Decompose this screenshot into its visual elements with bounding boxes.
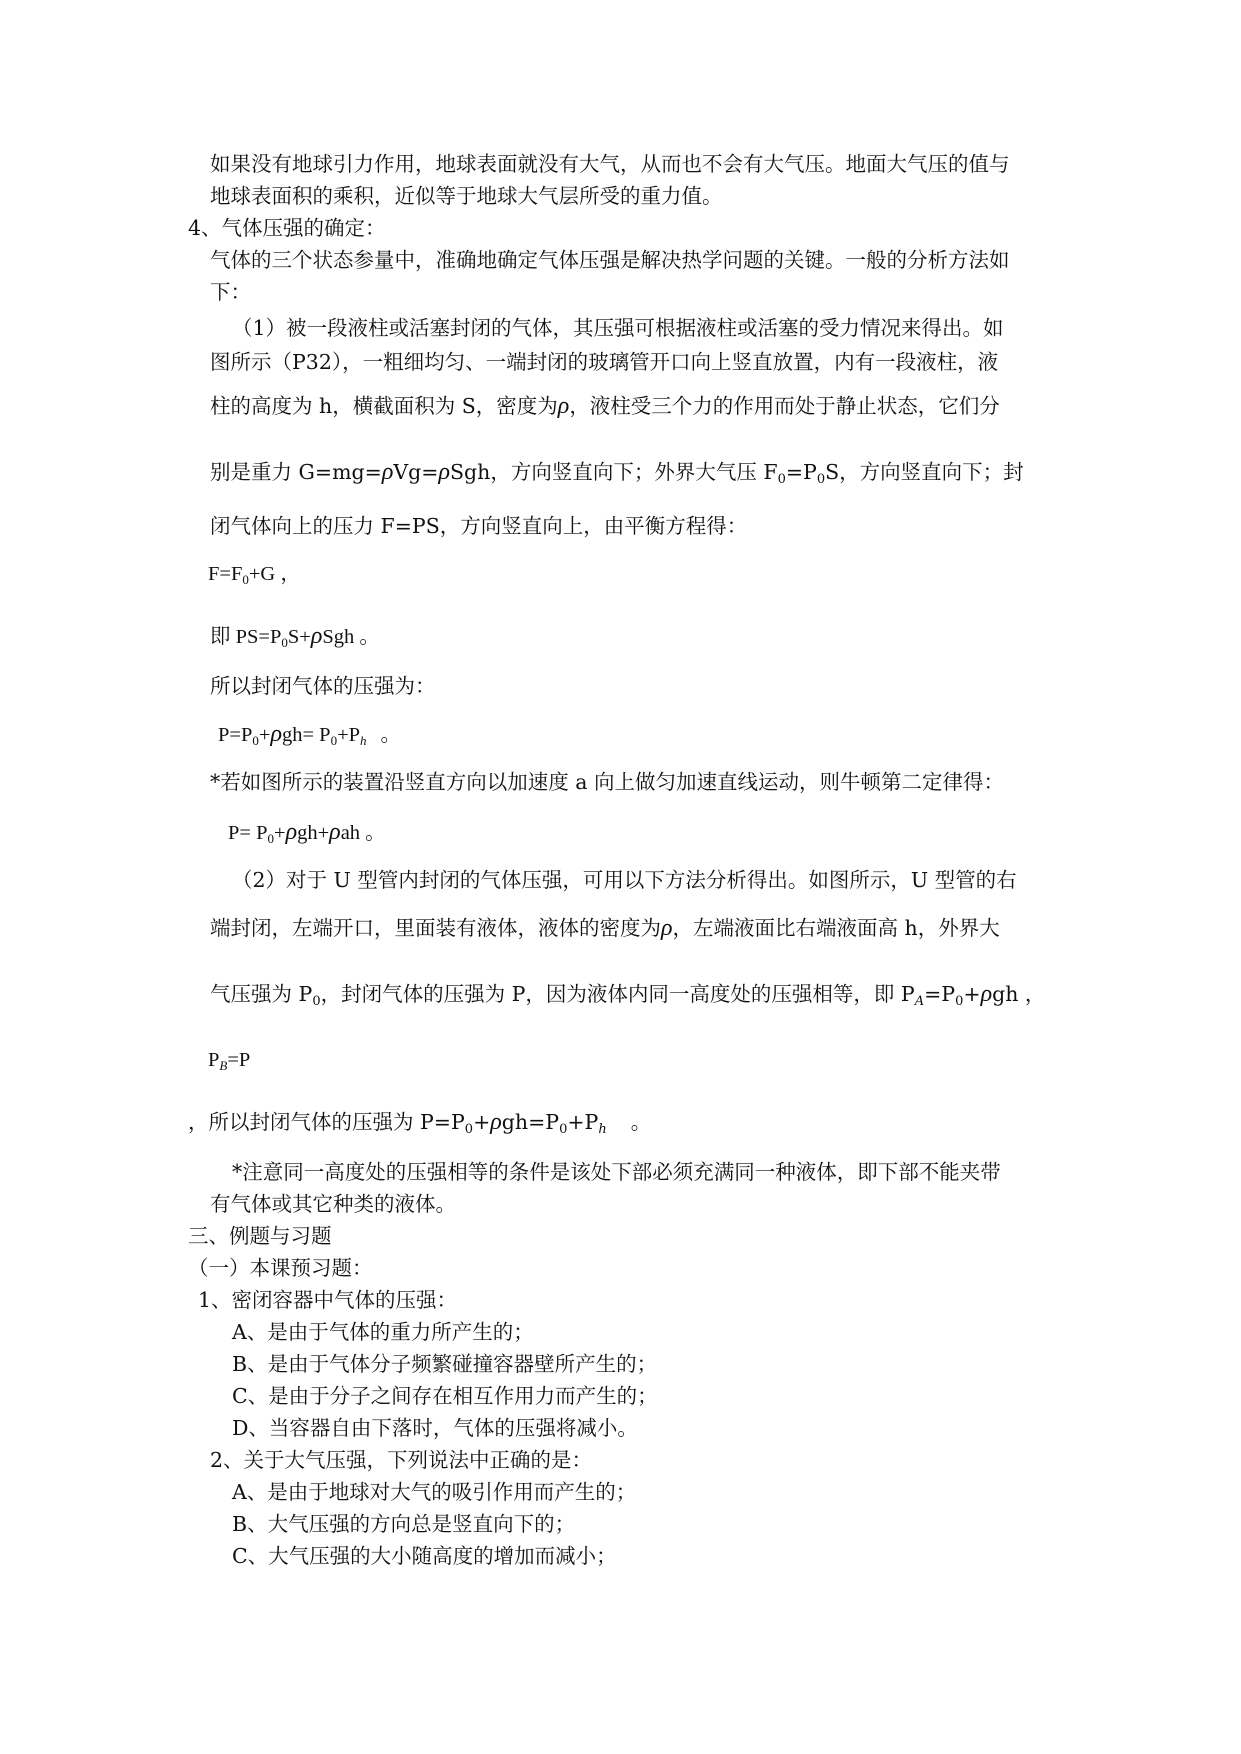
rho-symbol: ρ: [438, 459, 450, 485]
equation: $P= P_0+\rho gh+\rho ah$ 。: [228, 819, 386, 846]
equation: 即 $PS=P_0S+\rho Sgh$ 。: [210, 623, 380, 650]
rho-symbol: ρ: [329, 819, 341, 845]
rho-symbol: ρ: [381, 459, 394, 485]
text-line: 柱的高度为 h，横截面积为 S，密度为ρ，液柱受三个力的作用而处于静止状态，它们分: [210, 393, 1000, 419]
option-a: A、是由于地球对大气的吸引作用而产生的；: [232, 1480, 637, 1504]
text-line: 所以封闭气体的压强为：: [210, 674, 436, 698]
text-line: 下：: [210, 280, 251, 304]
section-heading: 4、气体压强的确定：: [188, 216, 386, 240]
equation: $P=P_0+\rho gh= P_0+P_h$ 。: [218, 721, 402, 748]
rho-symbol: ρ: [285, 819, 298, 845]
option-c: C、大气压强的大小随高度的增加而减小；: [232, 1544, 617, 1568]
text-line: 闭气体向上的压力 F=PS，方向竖直向上，由平衡方程得：: [210, 514, 748, 538]
text-line: 气体的三个状态参量中，准确地确定气体压强是解决热学问题的关键。一般的分析方法如: [210, 248, 1010, 272]
option-b: B、是由于气体分子频繁碰撞容器壁所产生的；: [232, 1352, 658, 1376]
text-line: *注意同一高度处的压强相等的条件是该处下部必须充满同一种液体，即下部不能夹带: [232, 1160, 1001, 1184]
option-b: B、大气压强的方向总是竖直向下的；: [232, 1512, 576, 1536]
text-line: 端封闭，左端开口，里面装有液体，液体的密度为ρ，左端液面比右端液面高 h，外界大: [210, 915, 1000, 941]
text-line: 气压强为 $P_0$，封闭气体的压强为 P，因为液体内同一高度处的压强相等，即 $P_A=P_0+\rho gh$ ，: [210, 981, 1046, 1009]
subsection-heading: （一）本课预习题：: [188, 1256, 373, 1280]
rho-symbol: ρ: [270, 721, 282, 747]
question-2: 2、关于大气压强，下列说法中正确的是：: [210, 1448, 593, 1472]
equation: $F=F_0+G$ ，: [208, 563, 301, 587]
text-line: ，所以封闭气体的压强为 $P=P_0+\rho gh=P_0+P_h$ 。: [188, 1109, 652, 1137]
rho-symbol: ρ: [490, 1109, 502, 1135]
equation: $P_B=P$: [208, 1049, 251, 1073]
option-a: A、是由于气体的重力所产生的；: [232, 1320, 534, 1344]
text-line: 图所示（P32），一粗细均匀、一端封闭的玻璃管开口向上竖直放置，内有一段液柱，液: [210, 350, 999, 374]
text-line: （1）被一段液柱或活塞封闭的气体，其压强可根据液柱或活塞的受力情况来得出。如: [232, 316, 1004, 340]
text-line: 地球表面积的乘积，近似等于地球大气层所受的重力值。: [210, 184, 723, 208]
option-d: D、当容器自由下落时，气体的压强将减小。: [232, 1416, 638, 1440]
rho-symbol: ρ: [661, 915, 673, 941]
question-1: 1、密闭容器中气体的压强：: [198, 1288, 458, 1312]
section-heading: 三、例题与习题: [188, 1224, 332, 1248]
text-line: 有气体或其它种类的液体。: [210, 1192, 456, 1216]
text-line: 如果没有地球引力作用，地球表面就没有大气，从而也不会有大气压。地面大气压的值与: [210, 152, 1010, 176]
rho-symbol: ρ: [557, 393, 570, 419]
text-line: *若如图所示的装置沿竖直方向以加速度 a 向上做匀加速直线运动，则牛顿第二定律得：: [210, 770, 1005, 794]
text-line: （2）对于 U 型管内封闭的气体压强，可用以下方法分析得出。如图所示，U 型管的右: [232, 868, 1017, 892]
text-line: 别是重力 G=mg=ρVg=ρSgh，方向竖直向下；外界大气压 $F_0=P_0S$，方向竖直向下；封: [210, 459, 1024, 487]
rho-symbol: ρ: [310, 623, 323, 649]
option-c: C、是由于分子之间存在相互作用力而产生的；: [232, 1384, 658, 1408]
rho-symbol: ρ: [980, 981, 993, 1007]
